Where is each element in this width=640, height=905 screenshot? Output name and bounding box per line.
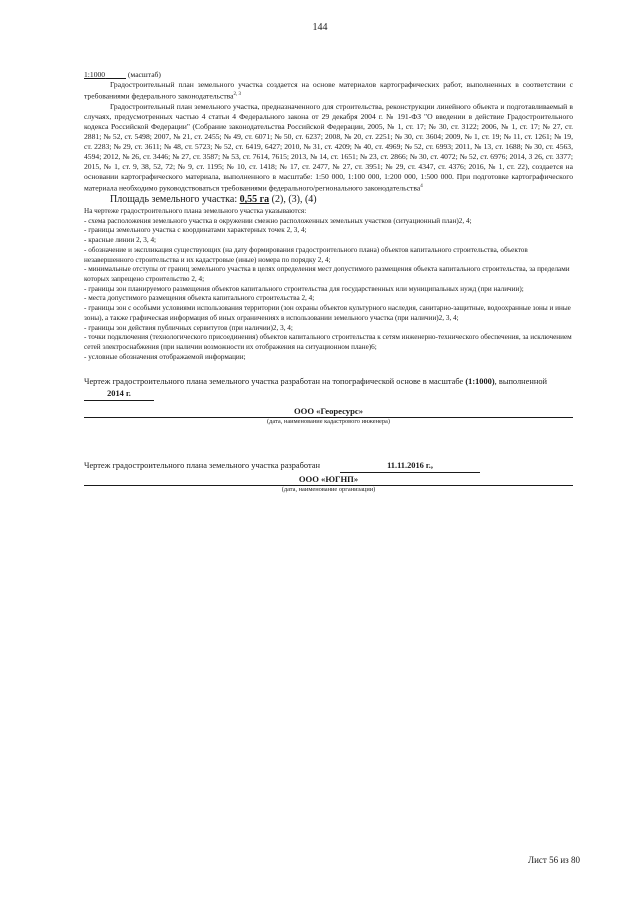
paragraph-linear-object: Градостроительный план земельного участка, предназначенного для строительства, реконструкции линейного объекта и подготавливаемый в случаях, предусмотренных частью 4 статьи 4 Федерального закона от 29 декабря 2004 г. № 191-ФЗ "О введении в действие Градостроительного кодекса Российской Федерации" (Собрание законодательства Российской Федерации, 2005, № 1, ст. 17; № 30, ст. 3122; 2006, № 1, ст. 17; № 27, ст. 2881; № 52, ст. 5498; 2007, № 21, ст. 2455; № 49, ст. 6071; № 50, ст. 6237; 2008, № 20, ст. 2251; № 30, ст. 3604; 2009, № 1, ст. 19; № 11, ст. 1261; № 19, ст. 2283; № 29, ст. 3611; № 48, ст. 5723; № 52, ст. 6419, 6427; 2010, № 31, ст. 4209; № 40, ст. 4969; № 52, ст. 6993; 2011, № 13, ст. 1688; № 30, ст. 4563, 4594; 2012, № 26, ст. 3446; № 27, ст. 3587; № 53, ст. 7614, 7615; 2013, № 14, ст. 1651; № 23, ст. 2866; № 30, ст. 4072; № 52, ст. 6976; 2014, 3 26, ст. 3377; 2015, № 1, ст. 9, 38, 52, 72; № 9, ст. 1195; № 10, ст. 1418; № 17, ст. 2477, № 27, ст. 3951; № 29, ст. 4347, ст. 4376; 2016, № 1, ст. 22), создается на основании картографического материала, выполненного в масштабе: 1:50 000, 1:100 000, 1:200 000, 1:500 000. При подготовке картографического материала необходимо руководствоваться требованиями федерального/регионального законодательства$^4$ — [84, 101, 573, 193]
list-item: - границы зон с особыми условиями использования территории (зон охраны объектов культурного наследия, санитарно-защитные, водоохранные зоны и иные зоны), а также графическая информация об иных ограничениях в использовании земельного участка (при наличии)2, 3, 4; — [84, 304, 571, 322]
list-item: - красные линии 2, 3, 4; — [84, 236, 157, 245]
land-area-line — [110, 194, 573, 206]
document-body — [84, 70, 573, 494]
paragraph-cartographic-basis: Градостроительный план земельного участка создается на основе материалов картографических работ, выполненных в соответствии с требованиями федерального законодательства$^{2, 3}$ — [84, 80, 573, 101]
developed-organization: ООО «ЮГНП» — [84, 473, 573, 486]
list-item: - обозначение и экспликация существующих (на дату формирования градостроительного плана) объектов капитального строительства, объектов незавершенного строительства и их кадастровые (иные) номера по порядку 2, 4; — [84, 245, 528, 264]
topo-scale: (1:1000) — [465, 377, 495, 387]
page-number: 144 — [312, 22, 328, 33]
footnote-ref: 4 — [420, 183, 423, 189]
sheet-number: Лист 56 из 80 — [528, 855, 580, 865]
area-refs: (2), (3), (4) — [271, 194, 317, 206]
topo-year: 2014 г. — [84, 388, 154, 401]
developed-date: 11.11.2016 г., — [340, 460, 480, 473]
area-value: 0,55 га — [239, 194, 270, 206]
list-item: - границы земельного участка с координатами характерных точек 2, 3, 4; — [84, 226, 307, 235]
topo-organization: ООО «Георесурс» — [84, 405, 573, 418]
list-item: - условные обозначения отображаемой информации; — [84, 352, 246, 361]
list-intro: На чертеже градостроительного плана земельного участка указываются: — [84, 207, 307, 216]
scale-label: (масштаб) — [127, 70, 161, 79]
scale-line — [84, 70, 573, 80]
list-item: - минимальные отступы от границ земельного участка в целях определения мест допустимого размещения объекта капитального строительства, за пределами которых запрещено строительство 2, 4; — [84, 265, 570, 283]
list-item: - границы зон действия публичных сервитутов (при наличии)2, 3, 4; — [84, 323, 293, 332]
developed-block: Чертеж градостроительного плана земельного участка разработан 11.11.2016 г., — [84, 460, 573, 473]
scale-value: 1:1000 — [84, 70, 106, 79]
list-item: - границы зон планируемого размещения объектов капитального строительства для государственных или муниципальных нужд (при наличии); — [84, 284, 524, 293]
list-item: - схема расположения земельного участка в окружении смежно расположенных земельных участков (ситуационный план)2, 4; — [84, 216, 472, 225]
topo-caption: (дата, наименование кадастрового инженера) — [266, 418, 391, 426]
list-item: - точки подключения (технологического присоединения) объектов капитального строительства к сетям инженерно-технического обеспечения, за исключением сетей электроснабжения (при наличии возможности их отображения на ситуационном плане)6; — [84, 333, 572, 351]
list-item: - места допустимого размещения объекта капитального строительства 2, 4; — [84, 294, 315, 303]
topographic-basis-block: Чертеж градостроительного плана земельного участка разработан на топографической основе в масштабе (1:1000), выполненной 2014 г. — [84, 376, 573, 401]
developed-caption: (дата, наименование организации) — [281, 486, 376, 494]
footnote-ref: 2, 3 — [233, 92, 242, 97]
drawing-contents-list — [84, 207, 573, 362]
area-label: Площадь земельного участка: — [110, 194, 238, 206]
